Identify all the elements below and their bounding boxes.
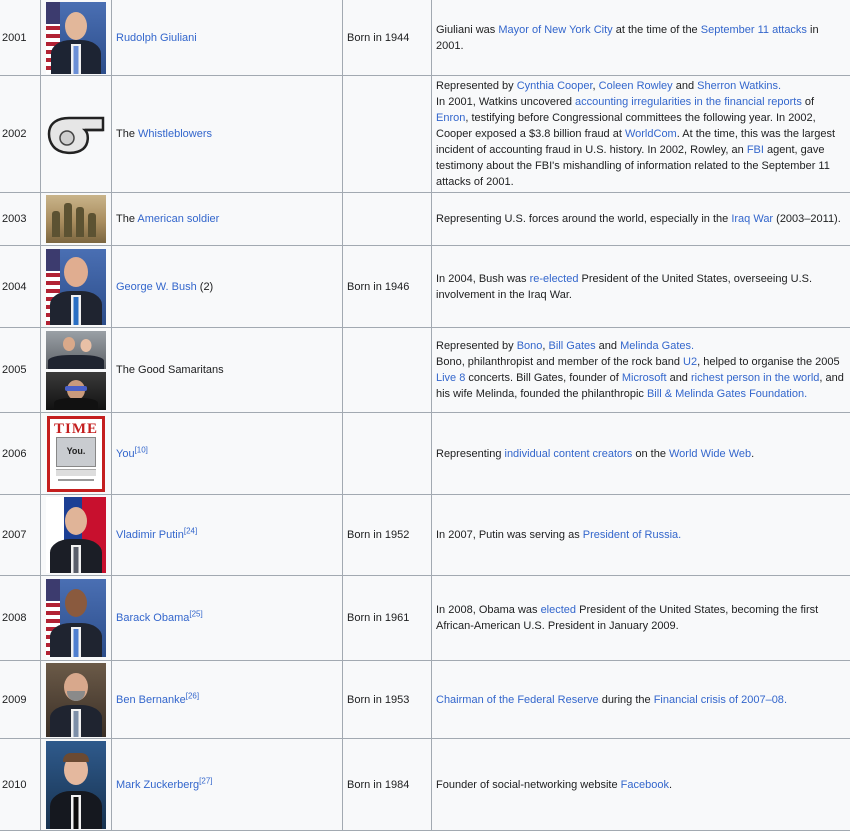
giuliani-photo[interactable]	[46, 2, 106, 74]
born-cell	[343, 413, 432, 495]
name-cell	[112, 739, 343, 831]
born-cell	[343, 76, 432, 193]
description-text: In 2007, Putin was serving as	[436, 529, 583, 541]
person-link[interactable]: Whistleblowers	[138, 128, 212, 140]
description-link[interactable]: Melinda Gates	[620, 340, 691, 352]
description-link[interactable]: Coleen Rowley	[599, 80, 673, 92]
year-cell: 2004	[0, 246, 41, 328]
name-cell: The Good Samaritans	[112, 328, 343, 413]
description-link[interactable]: re-elected	[530, 273, 579, 285]
keyboard	[56, 469, 96, 476]
year-cell: 2006	[0, 413, 41, 495]
description-text: concerts. Bill Gates, founder of	[465, 372, 622, 384]
person-link[interactable]: George W. Bush	[116, 281, 197, 293]
name-cell	[112, 76, 343, 193]
citation-link[interactable]: [25]	[189, 609, 202, 618]
description-link[interactable]: elected	[541, 604, 576, 616]
description-link[interactable]: Cynthia Cooper	[517, 80, 593, 92]
description-cell	[432, 0, 850, 76]
image-cell	[41, 328, 112, 413]
description-link[interactable]: .	[678, 529, 681, 541]
time-cover-you[interactable]	[47, 416, 105, 492]
description-link[interactable]: .	[691, 340, 694, 352]
description-text: agent, gave testimony about the FBI's mishandling of information related to the September 11 attacks of 2001.	[436, 144, 830, 188]
description-link[interactable]: Microsoft	[622, 372, 667, 384]
description-cell	[432, 413, 850, 495]
year-cell: 2010	[0, 739, 41, 831]
name-cell	[112, 661, 343, 739]
description-link[interactable]: Mayor of New York City	[498, 24, 612, 36]
description-text: during the	[599, 694, 654, 706]
description-text: In 2008, Obama was	[436, 604, 541, 616]
citation-link[interactable]: [27]	[199, 776, 212, 785]
image-cell	[41, 413, 112, 495]
description-text: on the	[632, 448, 669, 460]
description-link[interactable]: Live 8	[436, 372, 465, 384]
obama-photo[interactable]	[46, 579, 106, 657]
name-cell	[112, 0, 343, 76]
description-link[interactable]: Sherron Watkins	[697, 80, 778, 92]
description-link[interactable]: Iraq War	[731, 213, 773, 225]
table-row	[0, 0, 850, 76]
name-suffix: (2)	[197, 281, 214, 293]
description-text: Representing	[436, 448, 505, 460]
person-link[interactable]: Ben Bernanke	[116, 694, 186, 706]
description-cell	[432, 576, 850, 661]
citation-link[interactable]: [26]	[186, 691, 199, 700]
name-cell	[112, 246, 343, 328]
person-link[interactable]: American soldier	[137, 213, 219, 225]
name-cell	[112, 576, 343, 661]
person-link[interactable]: Rudolph Giuliani	[116, 32, 197, 44]
born-cell: Born in 1961	[343, 576, 432, 661]
description-text: at the time of the	[613, 24, 701, 36]
name-cell	[112, 413, 343, 495]
year-cell: 2003	[0, 193, 41, 246]
description-link[interactable]: Enron	[436, 112, 465, 124]
description-text: ,	[542, 340, 548, 352]
description-cell	[432, 739, 850, 831]
description-text: and	[673, 80, 697, 92]
description-text: Giuliani was	[436, 24, 498, 36]
year-cell: 2008	[0, 576, 41, 661]
year-cell: 2001	[0, 0, 41, 76]
born-cell: Born in 1953	[343, 661, 432, 739]
year-cell: 2005	[0, 328, 41, 413]
description-text: President of the United States, overseeing U.S. involvement in the Iraq War.	[436, 273, 812, 301]
name-cell	[112, 495, 343, 576]
person-link[interactable]: Vladimir Putin	[116, 529, 184, 541]
person-link[interactable]: Barack Obama	[116, 612, 189, 624]
description-text: , testifying before Congressional committees the following year. In 2002, Cooper exposed a $3.8 billion fraud at	[436, 112, 816, 140]
description-text: , and his wife Melinda, founded the philanthropic	[436, 372, 844, 400]
person-link[interactable]: Mark Zuckerberg	[116, 779, 199, 791]
born-cell: Born in 1946	[343, 246, 432, 328]
image-cell	[41, 495, 112, 576]
description-text: In 2001, Watkins uncovered	[436, 96, 575, 108]
samaritans-photos[interactable]	[46, 331, 106, 410]
description-text: (2003–2011).	[773, 213, 841, 225]
bernanke-photo[interactable]	[46, 663, 106, 737]
year-cell: 2002	[0, 76, 41, 193]
description-text: and	[596, 340, 620, 352]
description-link[interactable]: Financial crisis of 2007–08	[654, 694, 784, 706]
whistle-icon[interactable]	[45, 112, 107, 156]
description-text: of	[802, 96, 814, 108]
year-cell: 2007	[0, 495, 41, 576]
description-link[interactable]: .	[778, 80, 781, 92]
table-row	[0, 193, 850, 246]
name-prefix: The	[116, 213, 137, 225]
description-text: , helped to organise the 2005	[697, 356, 840, 368]
born-cell	[343, 193, 432, 246]
description-link[interactable]: U2	[683, 356, 697, 368]
description-link[interactable]: richest person in the world	[691, 372, 819, 384]
description-text: Bono, philanthropist and member of the rock band	[436, 356, 683, 368]
description-cell	[432, 328, 850, 413]
image-cell	[41, 739, 112, 831]
description-text: and	[667, 372, 691, 384]
description-text: ,	[593, 80, 599, 92]
description-text: Representing U.S. forces around the world, especially in the	[436, 213, 731, 225]
cover-fine-print	[58, 479, 94, 481]
description-link[interactable]: individual content creators	[505, 448, 633, 460]
year-cell: 2009	[0, 661, 41, 739]
image-cell	[41, 576, 112, 661]
bush-photo[interactable]	[46, 249, 106, 325]
person-link[interactable]: You	[116, 448, 135, 460]
description-text: in 2001.	[436, 24, 819, 52]
table-row	[0, 576, 850, 661]
name-prefix: The	[116, 128, 138, 140]
description-cell	[432, 246, 850, 328]
cover-headline: You.	[50, 443, 102, 459]
description-cell	[432, 661, 850, 739]
description-link[interactable]: Facebook	[621, 779, 669, 791]
description-link[interactable]: Bill Gates	[549, 340, 596, 352]
description-text: Represented by	[436, 80, 517, 92]
table-row	[0, 661, 850, 739]
image-cell	[41, 76, 112, 193]
description-link[interactable]: .	[804, 388, 807, 400]
image-cell	[41, 193, 112, 246]
description-link[interactable]: September 11 attacks	[701, 24, 807, 36]
description-link[interactable]: WorldCom	[625, 128, 677, 140]
table-row	[0, 413, 850, 495]
image-cell	[41, 661, 112, 739]
name-cell	[112, 193, 343, 246]
citation-link[interactable]: [24]	[184, 526, 197, 535]
time-masthead: TIME	[50, 421, 102, 437]
table-row	[0, 328, 850, 413]
citation-link[interactable]: [10]	[135, 445, 148, 454]
putin-photo[interactable]	[46, 497, 106, 573]
description-text: President of the United States, becoming the first African-American U.S. President in January 2009.	[436, 604, 818, 632]
description-link[interactable]: FBI	[747, 144, 764, 156]
description-link[interactable]: President of Russia	[583, 529, 678, 541]
description-link[interactable]: .	[784, 694, 787, 706]
description-link[interactable]: World Wide Web	[669, 448, 751, 460]
bono-photo	[46, 372, 106, 410]
description-text: .	[669, 779, 672, 791]
description-text: In 2004, Bush was	[436, 273, 530, 285]
zuckerberg-photo[interactable]	[46, 741, 106, 829]
description-link[interactable]: Chairman of the Federal Reserve	[436, 694, 599, 706]
table-row	[0, 739, 850, 831]
description-cell	[432, 193, 850, 246]
description-link[interactable]: accounting irregularities in the financial reports	[575, 96, 802, 108]
born-cell	[343, 328, 432, 413]
description-link[interactable]: Bono	[517, 340, 543, 352]
table-row	[0, 495, 850, 576]
born-cell: Born in 1944	[343, 0, 432, 76]
gates-photo	[46, 331, 106, 369]
born-cell: Born in 1984	[343, 739, 432, 831]
description-text: .	[751, 448, 754, 460]
description-text: . At the time, this was the largest incident of accounting fraud in U.S. history. In 2002, Rowley, an	[436, 128, 835, 156]
description-cell	[432, 76, 850, 193]
image-cell	[41, 246, 112, 328]
soldiers-photo[interactable]	[46, 195, 106, 243]
description-cell	[432, 495, 850, 576]
description-text: Founder of social-networking website	[436, 779, 621, 791]
image-cell	[41, 0, 112, 76]
description-text: Represented by	[436, 340, 517, 352]
born-cell: Born in 1952	[343, 495, 432, 576]
table-row	[0, 246, 850, 328]
table-row	[0, 76, 850, 193]
description-link[interactable]: Bill & Melinda Gates Foundation	[647, 388, 804, 400]
